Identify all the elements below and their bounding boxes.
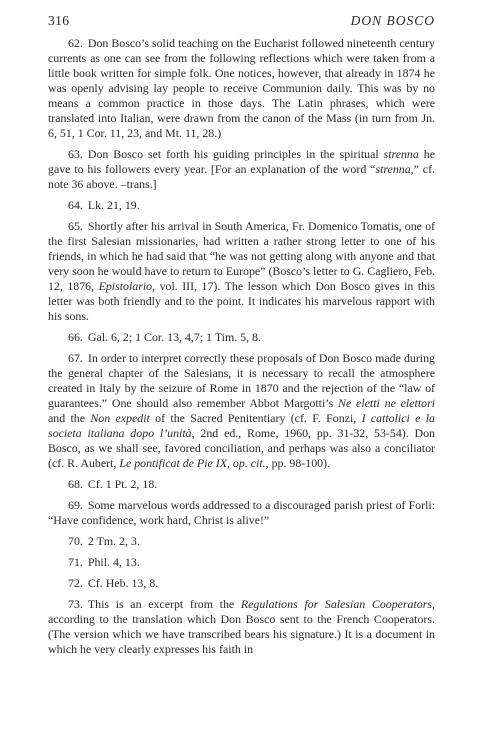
endnote-text: Some marvelous words addressed to a discouraged parish priest of Forli: “Have confidence, work hard, Christ is alive!”	[48, 498, 435, 527]
endnote-text: In order to interpret correctly these proposals of Don Bosco made during the general chapter of the Salesians, it is necessary to recall the atmosphere created in Italy by the seizure of Rome in 1870 and the rejection of the “law of guarantees.” One should also remember Abbot Margotti’s	[48, 351, 435, 410]
endnote	[48, 36, 435, 141]
italic-citation: Epistolario	[98, 279, 153, 293]
italic-citation: Non expedit	[90, 411, 150, 425]
endnote-number: 67.	[68, 351, 83, 365]
endnote-text: he gave to his followers every year. [For an explanation of the word “	[48, 147, 435, 176]
endnote-text: Don Bosco set forth his guiding principles in the spiritual	[87, 147, 384, 161]
endnote-number: 65.	[68, 219, 83, 233]
endnote-number: 62.	[68, 36, 83, 50]
endnote-number: 64.	[68, 198, 83, 212]
endnote	[48, 498, 435, 528]
running-title: DON BOSCO	[350, 13, 435, 28]
endnote-text: ,” cf. note 36 above. –trans.]	[48, 162, 436, 191]
endnote-number: 66.	[68, 330, 83, 344]
italic-citation: Regulations for Salesian Cooperators	[240, 597, 433, 611]
endnote	[48, 330, 435, 345]
endnote	[48, 597, 435, 657]
endnote	[48, 198, 435, 213]
italic-citation: Ne eletti ne elettori	[338, 396, 436, 410]
endnote-number: 71.	[68, 555, 83, 569]
italic-citation: Le pontificat de Pie IX, op. cit.	[119, 456, 266, 470]
endnote	[48, 477, 435, 492]
endnote-text: , according to the translation which Don Bosco sent to the French Cooperators. (The version which we have transcribed bears his signature.) It is a document in which he very clearly expresses his faith in	[48, 597, 435, 656]
endnote-text: Gal. 6, 2; 1 Cor. 13, 4,7; 1 Tim. 5, 8.	[87, 330, 261, 344]
italic-citation: strenna	[375, 162, 411, 176]
endnote-text: Cf. 1 Pt. 2, 18.	[87, 477, 158, 491]
endnote-number: 68.	[68, 477, 83, 491]
italic-citation: strenna	[383, 147, 419, 161]
endnote	[48, 555, 435, 570]
endnote-text: , vol. III, 17). The lesson which Don Bosco gives in this letter was both friendly and to the point. It indicates his marvelous rapport with his sons.	[48, 279, 436, 323]
endnote	[48, 147, 435, 192]
endnote-text: , pp. 98-100).	[265, 456, 331, 470]
page-header	[48, 8, 435, 30]
endnote-text: Cf. Heb. 13, 8.	[87, 576, 159, 590]
endnote-text: Phil. 4, 13.	[87, 555, 140, 569]
endnote-text: of the Sacred Penitentiary (cf. F. Fonzi,	[149, 411, 362, 425]
endnotes-body	[48, 36, 435, 663]
endnote-number: 73.	[68, 597, 83, 611]
endnote-number: 69.	[68, 498, 83, 512]
endnote-text: 2 Tm. 2, 3.	[87, 534, 140, 548]
italic-citation: I cattolici e la societa italiana dopo l’unità	[48, 411, 435, 440]
endnote	[48, 219, 435, 324]
page-number: 316	[48, 13, 70, 28]
endnote-text: Shortly after his arrival in South America, Fr. Domenico Tomatis, one of the first Salesian missionaries, had written a rather strong letter to one of his friends, in which he had said that “he was not getting along with anyone and that very soon he would have to return to Europe” (Bosco’s letter to G. Cagliero, Feb. 12, 1876,	[48, 219, 435, 293]
endnote-text: Lk. 21, 19.	[87, 198, 140, 212]
endnote-number: 72.	[68, 576, 83, 590]
endnote	[48, 576, 435, 591]
endnote-number: 70.	[68, 534, 83, 548]
endnote-number: 63.	[68, 147, 83, 161]
endnote-text: , 2nd ed., Rome, 1960, pp. 31-32, 53-54). Don Bosco, as we shall see, favored conciliation, and perhaps was also a conciliator (cf. R. Aubert,	[48, 426, 435, 470]
endnote-text: This is an excerpt from the	[87, 597, 241, 611]
endnote	[48, 534, 435, 549]
endnote-text: Don Bosco’s solid teaching on the Eucharist followed nineteenth century currents as one can see from the following reflections which were taken from a little book written for simple folk. One notices, however, that already in 1874 he was openly advising lay people to receive Communion daily. This was by no means a common practice in those days. The Latin phrases, which were translated into Italian, were drawn from the canon of the Mass (in turn from Jn. 6, 51, 1 Cor. 11, 23, and Mt. 11, 28.)	[48, 36, 435, 140]
endnote-text: and the	[48, 411, 91, 425]
endnote	[48, 351, 435, 471]
